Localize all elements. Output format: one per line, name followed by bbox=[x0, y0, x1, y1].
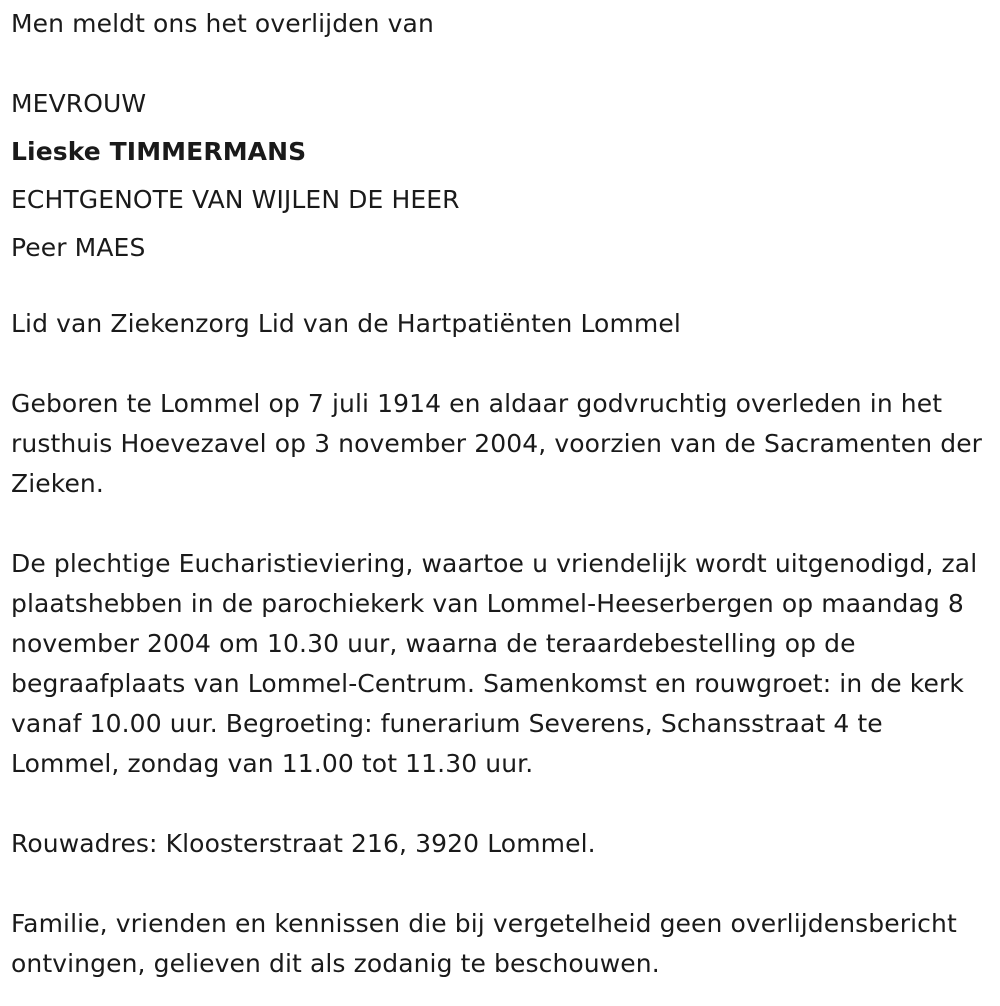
death-notice bbox=[11, 0, 996, 984]
deceased-name: Lieske TIMMERMANS bbox=[11, 137, 307, 166]
title-text: MEVROUW bbox=[11, 89, 147, 118]
spacer bbox=[11, 272, 996, 304]
mourning-address: Rouwadres: Kloosterstraat 216, 3920 Lommel. bbox=[11, 829, 596, 858]
spacer bbox=[11, 784, 996, 824]
ceremony-paragraph: De plechtige Eucharistieviering, waartoe u vriendelijk wordt uitgenodigd, zal plaatshebben in de parochiekerk van Lommel-Heeserbergen op maandag 8 november 2004 om 10.30 uur, waarna de teraardebestelling op de begraafplaats van Lommel-Centrum. Samenkomst en rouwgroet: in de kerk vanaf 10.00 uur. Begroeting: funerarium Severens, Schansstraat 4 te Lommel, zondag van 11.00 tot 11.30 uur. bbox=[11, 549, 978, 778]
spacer bbox=[11, 344, 996, 384]
spacer bbox=[11, 48, 996, 80]
closing-paragraph: Familie, vrienden en kennissen die bij vergetelheid geen overlijdensbericht ontvingen, gelieven dit als zodanig te beschouwen. bbox=[11, 909, 957, 978]
spacer bbox=[11, 864, 996, 904]
intro-text: Men meldt ons het overlijden van bbox=[11, 9, 434, 38]
memberships-text: Lid van Ziekenzorg Lid van de Hartpatiënten Lommel bbox=[11, 309, 681, 338]
relation-text: ECHTGENOTE VAN WIJLEN DE HEER bbox=[11, 185, 460, 214]
spacer bbox=[11, 504, 996, 544]
birth-death-paragraph: Geboren te Lommel op 7 juli 1914 en aldaar godvruchtig overleden in het rusthuis Hoevezavel op 3 november 2004, voorzien van de Sacramenten der Zieken. bbox=[11, 389, 983, 498]
spouse-name: Peer MAES bbox=[11, 233, 146, 262]
